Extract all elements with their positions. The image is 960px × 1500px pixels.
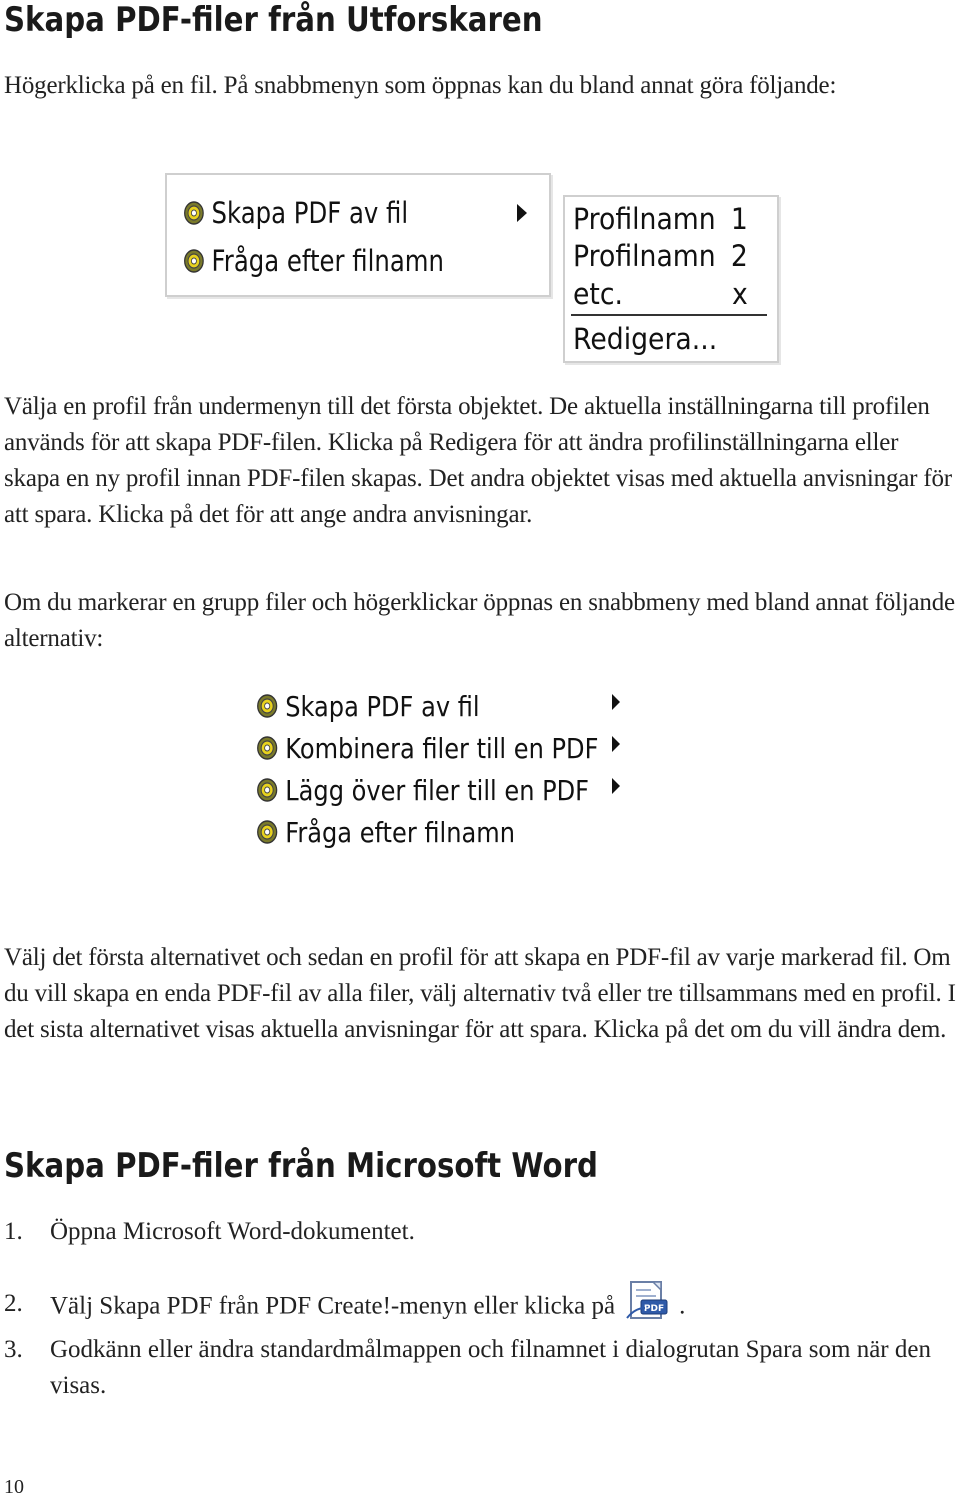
menu-item-combine-files[interactable]: [256, 728, 598, 768]
menu-item-label: Lägg över filer till en PDF: [285, 773, 590, 807]
menu-item-append-files[interactable]: [256, 770, 589, 810]
list-item: [4, 1214, 959, 1250]
submenu-item-key: 1: [730, 202, 748, 236]
step-text: Öppna Microsoft Word-dokumentet.: [50, 1218, 415, 1245]
submenu-separator: [571, 314, 767, 316]
menu-item-label: Skapa PDF av fil: [285, 689, 480, 723]
submenu-arrow-icon: [612, 778, 620, 794]
create-pdf-toolbar-icon[interactable]: [625, 1278, 673, 1322]
submenu-item-key: x: [732, 277, 748, 311]
step-text-end: .: [679, 1292, 686, 1320]
list-item: [4, 1332, 959, 1404]
submenu-arrow-icon: [517, 204, 527, 222]
gear-icon: [256, 735, 278, 761]
menu-item-label: Skapa PDF av fil: [211, 196, 409, 230]
submenu-arrow-icon: [612, 694, 620, 710]
step-text-wrapper: [50, 1286, 955, 1330]
menu-item-ask-filename[interactable]: [256, 812, 515, 852]
menu-item-label: Fråga efter filnamn: [211, 244, 444, 278]
submenu-arrow-icon: [612, 736, 620, 752]
submenu-item-label: etc.: [573, 277, 624, 311]
gear-icon: [256, 693, 278, 719]
submenu-item-profile-2[interactable]: [573, 238, 748, 274]
menu-item-label: Fråga efter filnamn: [285, 815, 515, 849]
menu-item-ask-filename[interactable]: [183, 241, 444, 281]
submenu-item-label: Profilnamn: [573, 239, 716, 273]
menu-item-label: Kombinera filer till en PDF: [285, 731, 599, 765]
options-paragraph: Välj det första alternativet och sedan en profil för att skapa en PDF-fil av varje markerad fil. Om du vill skapa en enda PDF-fil av alla filer, välj alternativ två eller tre tillsammans med en profil. I det sista alternativet visas aktuella anvisningar för att spara. Klicka på det om du vill ändra dem.: [4, 944, 956, 1043]
list-item: [4, 1286, 959, 1322]
profile-submenu: [563, 195, 779, 363]
page-number: 10: [4, 1476, 24, 1498]
menu-item-create-pdf[interactable]: [183, 193, 408, 233]
group-context-menu: [256, 684, 636, 856]
explanation-paragraph: Välja en profil från undermenyn till det första objektet. De aktuella inställningarna till profilen används för att skapa PDF-filen. Klicka på Redigera för att ändra profilinställningarna eller skapa en ny profil innan PDF-filen skapas. Det andra objektet visas med aktuella anvisningar för att spara. Klicka på det för att ange andra anvisningar.: [4, 393, 952, 528]
step-text: Välj Skapa PDF från PDF Create!-menyn eller klicka på: [50, 1292, 616, 1320]
intro-paragraph: Högerklicka på en fil. På snabbmenyn som öppnas kan du bland annat göra följande:: [4, 72, 837, 99]
gear-icon: [183, 248, 205, 274]
section-heading-explorer: Skapa PDF-filer från Utforskaren: [4, 0, 543, 40]
step-list: [4, 1214, 959, 1414]
submenu-item-label: Profilnamn: [573, 202, 716, 236]
section-heading-word: Skapa PDF-filer från Microsoft Word: [4, 1146, 598, 1186]
submenu-item-label: Redigera...: [573, 322, 718, 356]
gear-icon: [256, 819, 278, 845]
menu-item-create-pdf[interactable]: [256, 686, 480, 726]
gear-icon: [183, 200, 205, 226]
step-number: 3.: [4, 1336, 23, 1363]
submenu-item-key: 2: [730, 239, 748, 273]
submenu-item-edit[interactable]: [573, 321, 748, 357]
svg-text:PDF: PDF: [644, 1304, 665, 1314]
step-number: 2.: [4, 1290, 23, 1317]
context-menu: [165, 173, 551, 297]
step-number: 1.: [4, 1218, 23, 1245]
submenu-item-profile-1[interactable]: [573, 201, 748, 237]
step-text: Godkänn eller ändra standardmålmappen och filnamnet i dialogrutan Spara som när den visas.: [50, 1336, 931, 1399]
submenu-item-etc[interactable]: [573, 276, 748, 312]
group-selection-paragraph: Om du markerar en grupp filer och högerklickar öppnas en snabbmeny med bland annat följande alternativ:: [4, 589, 955, 652]
gear-icon: [256, 777, 278, 803]
